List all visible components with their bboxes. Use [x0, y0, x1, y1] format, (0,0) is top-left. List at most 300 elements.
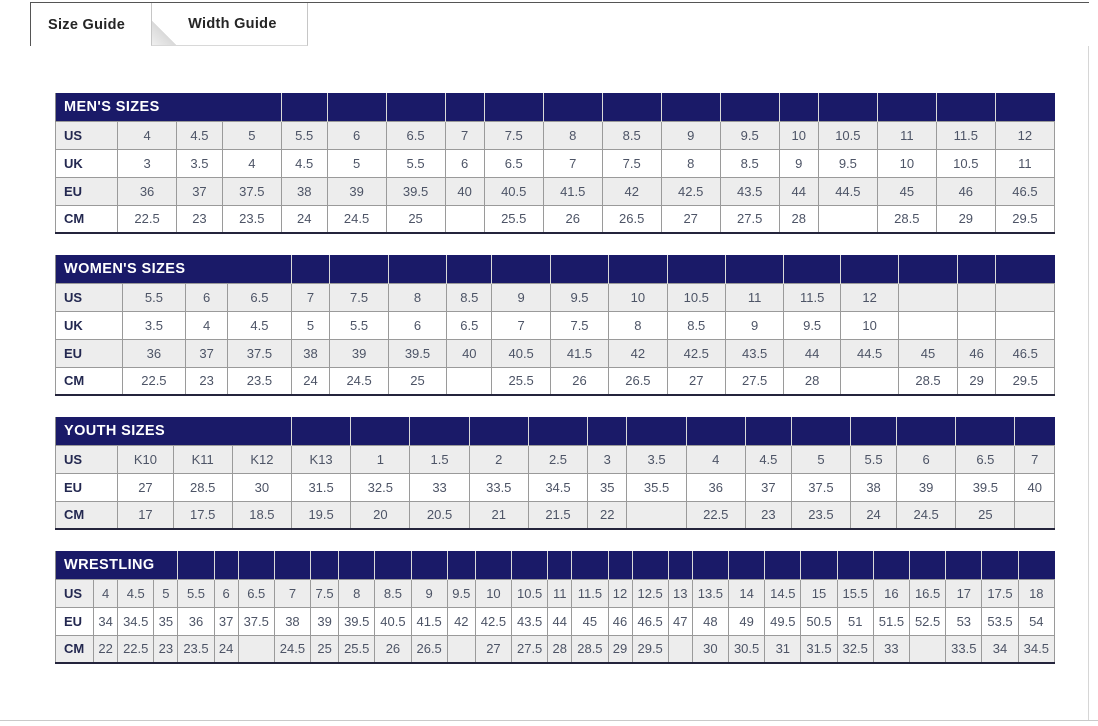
header-filler-cell: [692, 551, 728, 579]
header-filler-cell: [627, 417, 686, 445]
size-cell: 35.5: [627, 473, 686, 501]
size-cell: 10.5: [818, 121, 877, 149]
header-filler-cell: [995, 93, 1054, 121]
size-cell: 33: [873, 635, 909, 663]
size-cell: 22: [94, 635, 118, 663]
header-filler-cell: [632, 551, 668, 579]
size-cell: 22.5: [122, 367, 185, 395]
size-cell: 34: [982, 635, 1018, 663]
header-filler-cell: [873, 551, 909, 579]
header-filler-cell: [339, 551, 375, 579]
size-cell: 44: [548, 607, 572, 635]
size-cell: 9: [492, 283, 550, 311]
header-filler-cell: [375, 551, 411, 579]
row-label: US: [56, 121, 118, 149]
size-cell: 19.5: [292, 501, 351, 529]
size-cell: 27: [475, 635, 511, 663]
size-cell: 24.5: [897, 501, 956, 529]
header-filler-cell: [214, 551, 238, 579]
size-cell: 7.5: [550, 311, 608, 339]
header-filler-cell: [667, 255, 725, 283]
size-cell: 8: [609, 311, 667, 339]
size-cell: 24: [291, 367, 330, 395]
size-cell: 4: [186, 311, 228, 339]
size-cell: 42: [602, 177, 661, 205]
size-cell: 38: [281, 177, 327, 205]
size-cell: K12: [232, 445, 291, 473]
size-cell: 51.5: [873, 607, 909, 635]
size-cell: 5.5: [851, 445, 897, 473]
row-label: EU: [56, 177, 118, 205]
size-cell: 40.5: [375, 607, 411, 635]
size-cell: 8: [339, 579, 375, 607]
size-cell: 11: [548, 579, 572, 607]
size-cell: 42.5: [475, 607, 511, 635]
header-filler-cell: [877, 93, 936, 121]
size-cell: 46: [608, 607, 632, 635]
header-filler-cell: [996, 255, 1055, 283]
size-cell: 41.5: [550, 339, 608, 367]
size-cell: 43.5: [725, 339, 783, 367]
size-cell: 13.5: [692, 579, 728, 607]
size-cell: 29: [608, 635, 632, 663]
size-cell: 17.5: [173, 501, 232, 529]
size-cell: 42.5: [661, 177, 720, 205]
header-filler-cell: [791, 417, 850, 445]
size-cell: 43.5: [512, 607, 548, 635]
size-cell: 34.5: [1018, 635, 1054, 663]
header-filler-cell: [686, 417, 745, 445]
size-cell: 16: [873, 579, 909, 607]
size-cell: 6: [327, 121, 386, 149]
size-cell: 26.5: [609, 367, 667, 395]
size-cell: [957, 311, 996, 339]
row-label: UK: [56, 149, 118, 177]
header-filler-cell: [982, 551, 1018, 579]
size-cell: 5.5: [122, 283, 185, 311]
size-cell: 46.5: [632, 607, 668, 635]
size-cell: 42.5: [667, 339, 725, 367]
size-cell: 11.5: [784, 283, 841, 311]
size-cell: 29: [936, 205, 995, 233]
size-cell: 28.5: [173, 473, 232, 501]
tab-size-guide-label: Size Guide: [48, 16, 126, 33]
size-cell: 25.5: [484, 205, 543, 233]
row-label: CM: [56, 635, 94, 663]
table-row-eu: [56, 607, 1055, 635]
row-label: EU: [56, 607, 94, 635]
header-filler-cell: [745, 417, 791, 445]
row-label: US: [56, 579, 94, 607]
header-filler-cell: [292, 417, 351, 445]
size-cell: 28: [779, 205, 818, 233]
size-cell: 9: [725, 311, 783, 339]
table-row-uk: [56, 311, 1055, 339]
size-cell: 37: [186, 339, 228, 367]
size-cell: 46: [936, 177, 995, 205]
size-cell: 7.5: [484, 121, 543, 149]
size-table-womens: [55, 255, 1055, 396]
header-filler-cell: [588, 417, 627, 445]
table-row-cm: [56, 635, 1055, 663]
header-filler-cell: [936, 93, 995, 121]
size-cell: 6: [214, 579, 238, 607]
size-cell: 17: [118, 501, 173, 529]
size-cell: 49: [729, 607, 765, 635]
tab-size-guide[interactable]: [30, 3, 151, 46]
size-cell: 20: [351, 501, 410, 529]
size-cell: 6.5: [386, 121, 445, 149]
size-cell: 9.5: [720, 121, 779, 149]
size-cell: 7.5: [330, 283, 388, 311]
size-cell: [910, 635, 946, 663]
size-cell: 40: [445, 177, 484, 205]
size-cell: 23: [154, 635, 178, 663]
header-filler-cell: [608, 551, 632, 579]
size-cell: 12: [995, 121, 1054, 149]
size-cell: 21.5: [528, 501, 587, 529]
size-cell: 44: [784, 339, 841, 367]
size-cell: 4: [222, 149, 281, 177]
size-cell: 10.5: [667, 283, 725, 311]
size-cell: 23.5: [228, 367, 291, 395]
size-cell: 12: [840, 283, 898, 311]
size-cell: 8.5: [447, 283, 492, 311]
size-cell: 5: [291, 311, 330, 339]
size-cell: 10.5: [936, 149, 995, 177]
size-cell: 24: [851, 501, 897, 529]
size-cell: [1015, 501, 1055, 529]
header-filler-cell: [818, 93, 877, 121]
header-filler-cell: [720, 93, 779, 121]
size-cell: 1.5: [410, 445, 469, 473]
size-cell: 39.5: [386, 177, 445, 205]
size-cell: 39: [311, 607, 339, 635]
table-row-eu: [56, 339, 1055, 367]
header-filler-cell: [548, 551, 572, 579]
size-cell: 38: [291, 339, 330, 367]
header-filler-cell: [512, 551, 548, 579]
row-label: UK: [56, 311, 123, 339]
table-header-row: [56, 93, 1055, 121]
size-cell: 29.5: [632, 635, 668, 663]
size-cell: 11: [995, 149, 1054, 177]
size-cell: 8.5: [720, 149, 779, 177]
size-cell: 4.5: [177, 121, 223, 149]
header-filler-cell: [178, 551, 214, 579]
size-cell: 3: [118, 149, 177, 177]
size-cell: 2.5: [528, 445, 587, 473]
size-cell: 3.5: [627, 445, 686, 473]
table-row-uk: [56, 149, 1055, 177]
size-cell: 5: [791, 445, 850, 473]
size-cell: 45: [899, 339, 957, 367]
row-label: US: [56, 283, 123, 311]
size-cell: 40.5: [484, 177, 543, 205]
size-cell: K10: [118, 445, 173, 473]
size-cell: 43.5: [720, 177, 779, 205]
size-cell: 39: [330, 339, 388, 367]
header-filler-cell: [729, 551, 765, 579]
size-cell: 11.5: [936, 121, 995, 149]
size-cell: 20.5: [410, 501, 469, 529]
size-cell: 23: [745, 501, 791, 529]
size-cell: 37.5: [238, 607, 274, 635]
header-filler-cell: [386, 93, 445, 121]
size-cell: 42: [447, 607, 475, 635]
header-filler-cell: [840, 255, 898, 283]
size-cell: 39: [327, 177, 386, 205]
size-cell: 22.5: [686, 501, 745, 529]
size-cell: 28.5: [877, 205, 936, 233]
header-filler-cell: [1015, 417, 1055, 445]
size-cell: 17: [946, 579, 982, 607]
table-header-row: [56, 255, 1055, 283]
size-cell: 24.5: [327, 205, 386, 233]
size-cell: 39.5: [388, 339, 446, 367]
size-cell: 5.5: [178, 579, 214, 607]
size-cell: 23: [186, 367, 228, 395]
header-filler-cell: [411, 551, 447, 579]
size-cell: 15.5: [837, 579, 873, 607]
header-filler-cell: [784, 255, 841, 283]
size-cell: 9.5: [550, 283, 608, 311]
size-cell: 6: [445, 149, 484, 177]
size-cell: 28.5: [572, 635, 608, 663]
header-filler-cell: [274, 551, 310, 579]
size-cell: 29.5: [996, 367, 1055, 395]
row-label: EU: [56, 473, 118, 501]
size-cell: 22.5: [118, 635, 154, 663]
size-cell: 30: [232, 473, 291, 501]
table-row-eu: [56, 177, 1055, 205]
size-cell: 28: [784, 367, 841, 395]
table-header-row: [56, 417, 1055, 445]
size-cell: K11: [173, 445, 232, 473]
size-cell: 16.5: [910, 579, 946, 607]
size-cell: 38: [851, 473, 897, 501]
header-filler-cell: [550, 255, 608, 283]
size-cell: [818, 205, 877, 233]
size-cell: 24: [281, 205, 327, 233]
size-cell: 12.5: [632, 579, 668, 607]
size-cell: 34.5: [528, 473, 587, 501]
size-cell: 27.5: [720, 205, 779, 233]
size-table-youth: [55, 417, 1055, 530]
table-row-cm: [56, 205, 1055, 233]
header-filler-cell: [484, 93, 543, 121]
size-cell: 41.5: [411, 607, 447, 635]
size-cell: 9: [411, 579, 447, 607]
tab-bar: [30, 2, 1089, 46]
size-cell: 31.5: [292, 473, 351, 501]
size-cell: 38: [274, 607, 310, 635]
header-filler-cell: [410, 417, 469, 445]
table-title: WRESTLING: [56, 551, 178, 579]
size-cell: 46.5: [996, 339, 1055, 367]
size-cell: 46: [957, 339, 996, 367]
size-cell: 35: [588, 473, 627, 501]
size-cell: 9: [661, 121, 720, 149]
size-cell: 26.5: [602, 205, 661, 233]
size-cell: [996, 283, 1055, 311]
table-title: YOUTH SIZES: [56, 417, 292, 445]
size-table-wrestling: [55, 551, 1055, 664]
size-cell: 7: [1015, 445, 1055, 473]
header-filler-cell: [281, 93, 327, 121]
table-row-us: [56, 579, 1055, 607]
size-cell: 5: [222, 121, 281, 149]
size-cell: 35: [154, 607, 178, 635]
size-cell: [445, 205, 484, 233]
header-filler-cell: [668, 551, 692, 579]
size-cell: 8: [661, 149, 720, 177]
size-cell: 26: [543, 205, 602, 233]
header-filler-cell: [1018, 551, 1054, 579]
size-cell: 33: [410, 473, 469, 501]
tab-width-guide-label: Width Guide: [188, 16, 277, 32]
size-cell: 49.5: [765, 607, 801, 635]
size-cell: 23: [177, 205, 223, 233]
size-cell: 6.5: [238, 579, 274, 607]
size-cell: 7: [543, 149, 602, 177]
header-filler-cell: [327, 93, 386, 121]
size-cell: 14: [729, 579, 765, 607]
size-cell: 7: [492, 311, 550, 339]
size-cell: 4: [94, 579, 118, 607]
size-cell: 26: [550, 367, 608, 395]
size-cell: 44: [779, 177, 818, 205]
size-guide-panel: [30, 2, 1089, 720]
size-cell: 39.5: [956, 473, 1015, 501]
size-cell: 4.5: [118, 579, 154, 607]
tab-width-guide[interactable]: [151, 3, 308, 46]
size-cell: 52.5: [910, 607, 946, 635]
size-cell: 17.5: [982, 579, 1018, 607]
size-cell: 25.5: [492, 367, 550, 395]
size-cell: 54: [1018, 607, 1054, 635]
size-cell: 4.5: [281, 149, 327, 177]
size-cell: 5: [327, 149, 386, 177]
size-cell: 6.5: [447, 311, 492, 339]
size-cell: 37.5: [222, 177, 281, 205]
header-filler-cell: [572, 551, 608, 579]
size-cell: 24: [214, 635, 238, 663]
size-cell: 10.5: [512, 579, 548, 607]
size-cell: 48: [692, 607, 728, 635]
size-cell: 32.5: [837, 635, 873, 663]
size-cell: 4: [686, 445, 745, 473]
size-cell: 13: [668, 579, 692, 607]
size-cell: 6.5: [228, 283, 291, 311]
size-cell: 29.5: [995, 205, 1054, 233]
table-row-cm: [56, 367, 1055, 395]
size-cell: [447, 367, 492, 395]
size-cell: 34.5: [118, 607, 154, 635]
table-row-us: [56, 121, 1055, 149]
header-filler-cell: [837, 551, 873, 579]
size-cell: 37: [745, 473, 791, 501]
size-cell: 27: [118, 473, 173, 501]
size-cell: 11: [877, 121, 936, 149]
size-cell: 34: [94, 607, 118, 635]
size-cell: 4.5: [745, 445, 791, 473]
size-cell: 30.5: [729, 635, 765, 663]
size-cell: 37: [177, 177, 223, 205]
size-cell: 9.5: [818, 149, 877, 177]
size-cell: 53: [946, 607, 982, 635]
size-cell: 2: [469, 445, 528, 473]
size-cell: 6.5: [484, 149, 543, 177]
size-cell: [238, 635, 274, 663]
size-cell: 47: [668, 607, 692, 635]
size-cell: 18: [1018, 579, 1054, 607]
size-cell: 36: [122, 339, 185, 367]
size-cell: 50.5: [801, 607, 837, 635]
header-filler-cell: [897, 417, 956, 445]
header-filler-cell: [851, 417, 897, 445]
header-filler-cell: [238, 551, 274, 579]
row-label: CM: [56, 501, 118, 529]
size-cell: 10: [475, 579, 511, 607]
header-filler-cell: [388, 255, 446, 283]
size-cell: 5.5: [330, 311, 388, 339]
size-cell: 10: [840, 311, 898, 339]
panel-bottom-divider: [0, 720, 1098, 721]
size-cell: 28.5: [899, 367, 957, 395]
size-cell: 51: [837, 607, 873, 635]
size-cell: K13: [292, 445, 351, 473]
size-cell: 11.5: [572, 579, 608, 607]
header-filler-cell: [469, 417, 528, 445]
size-cell: 8.5: [375, 579, 411, 607]
size-cell: 46.5: [995, 177, 1054, 205]
header-filler-cell: [661, 93, 720, 121]
size-cell: 22.5: [118, 205, 177, 233]
size-cell: 31: [765, 635, 801, 663]
size-cell: 7.5: [311, 579, 339, 607]
size-cell: 6: [897, 445, 956, 473]
size-cell: 10: [877, 149, 936, 177]
header-filler-cell: [899, 255, 957, 283]
header-filler-cell: [475, 551, 511, 579]
size-cell: 10: [609, 283, 667, 311]
header-filler-cell: [725, 255, 783, 283]
size-cell: 23.5: [791, 501, 850, 529]
header-filler-cell: [946, 551, 982, 579]
size-cell: 7: [445, 121, 484, 149]
header-filler-cell: [445, 93, 484, 121]
size-cell: 9: [779, 149, 818, 177]
size-cell: 9.5: [784, 311, 841, 339]
size-cell: 9.5: [447, 579, 475, 607]
size-cell: [668, 635, 692, 663]
size-cell: 8.5: [602, 121, 661, 149]
size-cell: 6: [186, 283, 228, 311]
header-filler-cell: [956, 417, 1015, 445]
size-cell: 37: [214, 607, 238, 635]
size-cell: 24.5: [330, 367, 388, 395]
size-cell: 25: [388, 367, 446, 395]
size-cell: 33.5: [946, 635, 982, 663]
size-cell: [447, 635, 475, 663]
size-cell: 40: [1015, 473, 1055, 501]
size-cell: 8: [543, 121, 602, 149]
size-cell: 3.5: [122, 311, 185, 339]
row-label: US: [56, 445, 118, 473]
size-cell: 18.5: [232, 501, 291, 529]
size-cell: 5.5: [386, 149, 445, 177]
